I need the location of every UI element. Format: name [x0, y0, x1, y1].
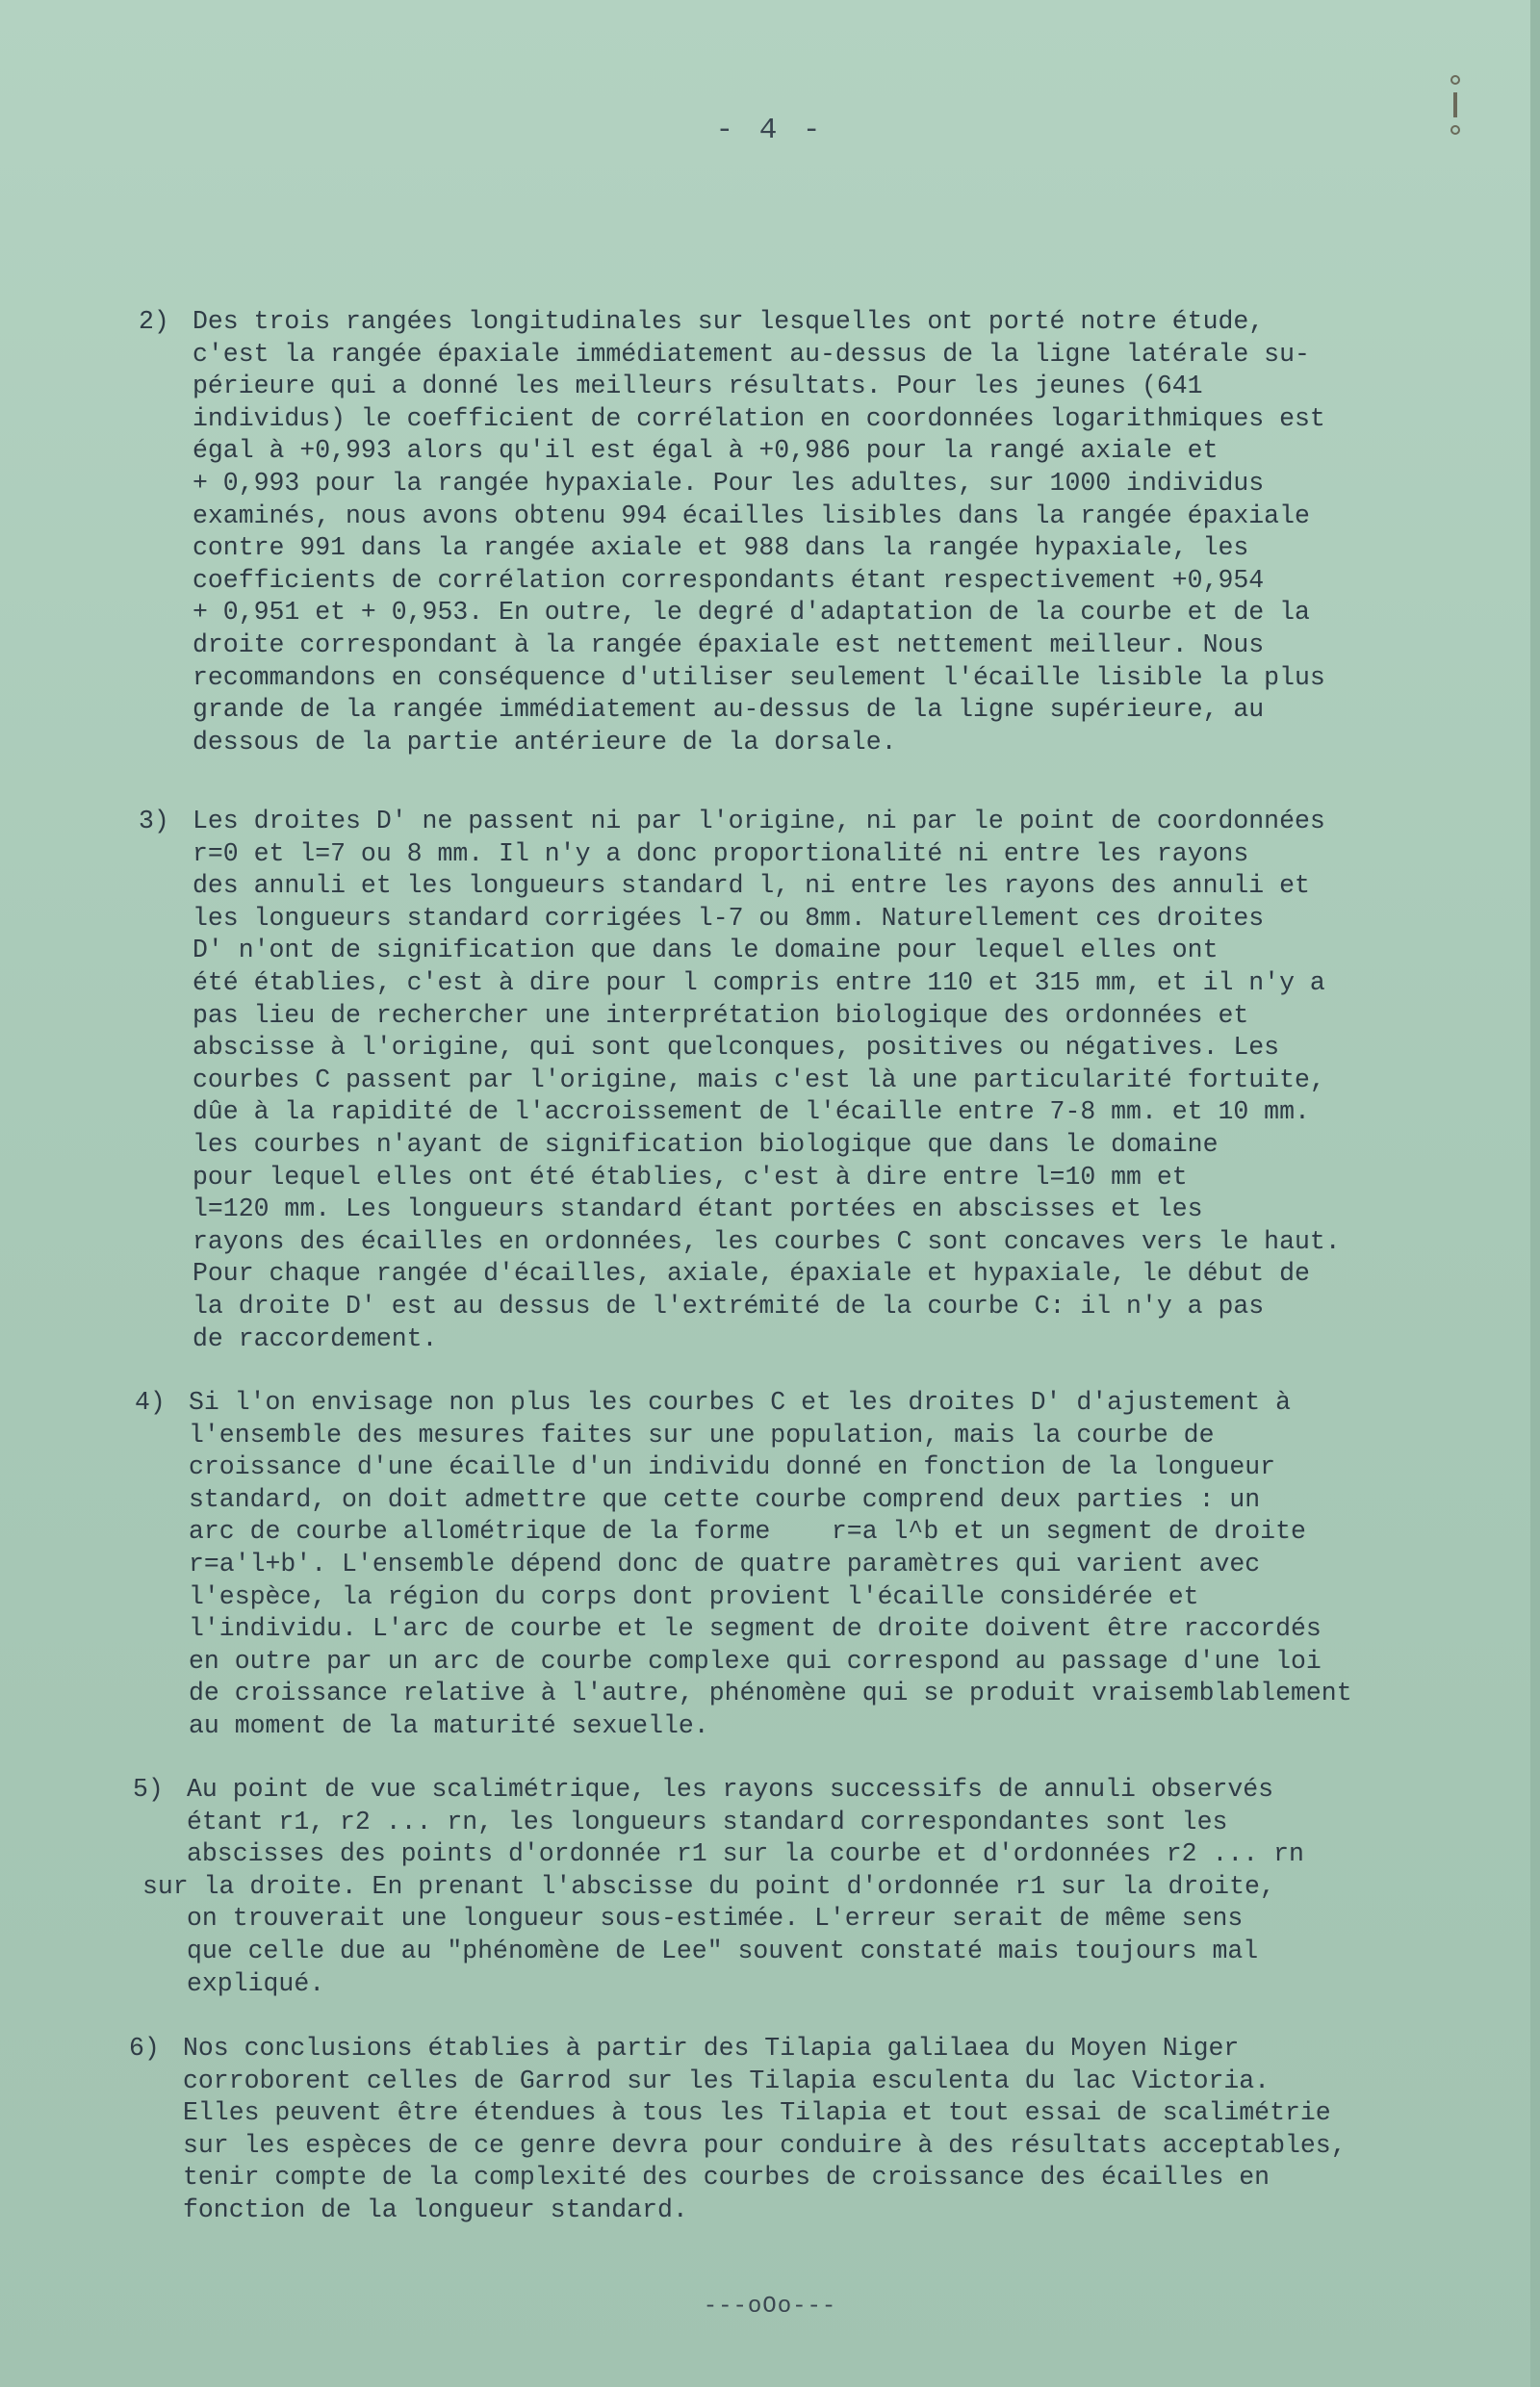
text-line: on trouverait une longueur sous-estimée. L'erreur serait de même sens [187, 1904, 1244, 1934]
text-line: égal à +0,993 alors qu'il est égal à +0,986 pour la rangé axiale et [192, 436, 1219, 466]
paragraph-2 [139, 306, 1434, 758]
text-line: croissance d'une écaille d'un individu donné en fonction de la longueur [189, 1452, 1276, 1482]
paragraph-6 [129, 2033, 1424, 2227]
text-line: arc de courbe allométrique de la forme r=a l^b et un segment de droite [189, 1517, 1306, 1547]
paper-edge [1530, 0, 1540, 2387]
page-number: - 4 - [715, 114, 825, 147]
text-line: pour lequel elles ont été établies, c'est à dire entre l=10 mm et [192, 1162, 1188, 1192]
text-line: sur la droite. En prenant l'abscisse du point d'ordonnée r1 sur la droite, [142, 1871, 1275, 1901]
text-line: la droite D' est au dessus de l'extrémité de la courbe C: il n'y a pas [192, 1291, 1265, 1321]
text-line: c'est la rangée épaxiale immédiatement au-dessus de la ligne latérale su- [192, 339, 1310, 369]
text-line: les longueurs standard corrigées l-7 ou 8mm. Naturellement ces droites [192, 903, 1265, 933]
text-line: dûe à la rapidité de l'accroissement de l'écaille entre 7-8 mm. et 10 mm. [192, 1097, 1310, 1127]
text-line: fonction de la longueur standard. [183, 2194, 688, 2224]
item-number: 3) [139, 807, 169, 835]
text-line: l'espèce, la région du corps dont provient l'écaille considérée et [189, 1581, 1199, 1611]
text-line: en outre par un arc de courbe complexe qui correspond au passage d'une loi [189, 1646, 1322, 1676]
text-line: coefficients de corrélation correspondants étant respectivement +0,954 [192, 565, 1265, 595]
text-line: sur les espèces de ce genre devra pour conduire à des résultats acceptables, [183, 2130, 1347, 2160]
text-line: + 0,951 et + 0,953. En outre, le degré d'adaptation de la courbe et de la [192, 598, 1310, 628]
text-line: Pour chaque rangée d'écailles, axiale, épaxiale et hypaxiale, le début de [192, 1259, 1310, 1289]
text-line: dessous de la partie antérieure de la dorsale. [192, 727, 897, 757]
text-line: Les droites D' ne passent ni par l'origine, ni par le point de coordonnées [192, 807, 1325, 835]
paragraph-3 [139, 806, 1434, 1355]
text-line: standard, on doit admettre que cette courbe comprend deux parties : un [189, 1484, 1261, 1514]
text-line: courbes C passent par l'origine, mais c'est là une particularité fortuite, [192, 1065, 1325, 1094]
text-line: abscisse à l'origine, qui sont quelconques, positives ou négatives. Les [192, 1033, 1280, 1063]
text-line: l'ensemble des mesures faites sur une population, mais la courbe de [189, 1420, 1215, 1450]
text-line: pas lieu de rechercher une interprétation biologique des ordonnées et [192, 1000, 1249, 1030]
item-number: 2) [139, 307, 169, 336]
item-number: 4) [135, 1388, 166, 1417]
ink-dot [1450, 75, 1460, 85]
text-line: Au point de vue scalimétrique, les rayons successifs de annuli observés [187, 1775, 1274, 1804]
text-line: Nos conclusions établies à partir des Tilapia galilaea du Moyen Niger [183, 2034, 1240, 2063]
text-line: expliqué. [187, 1968, 325, 1998]
text-line: au moment de la maturité sexuelle. [189, 1710, 709, 1740]
text-line: tenir compte de la complexité des courbes de croissance des écailles en [183, 2163, 1270, 2193]
text-line: r=a'l+b'. L'ensemble dépend donc de quatre paramètres qui varient avec [189, 1549, 1261, 1578]
paragraph-4 [135, 1387, 1430, 1743]
text-line: périeure qui a donné les meilleurs résultats. Pour les jeunes (641 [192, 372, 1203, 401]
text-line: rayons des écailles en ordonnées, les courbes C sont concaves vers le haut. [192, 1226, 1341, 1256]
text-line: Elles peuvent être étendues à tous les Tilapia et tout essai de scalimétrie [183, 2098, 1331, 2128]
text-line: recommandons en conséquence d'utiliser seulement l'écaille lisible la plus [192, 662, 1325, 692]
item-number: 6) [129, 2034, 160, 2063]
text-line: Si l'on envisage non plus les courbes C et les droites D' d'ajustement à [189, 1388, 1291, 1417]
text-line: les courbes n'ayant de signification biologique que dans le domaine [192, 1129, 1219, 1159]
text-line: de raccordement. [192, 1323, 438, 1353]
text-line: corroborent celles de Garrod sur les Tilapia esculenta du lac Victoria. [183, 2066, 1270, 2095]
text-line: contre 991 dans la rangée axiale et 988 dans la rangée hypaxiale, les [192, 533, 1249, 563]
text-line: abscisses des points d'ordonnée r1 sur la courbe et d'ordonnées r2 ... rn [187, 1839, 1304, 1869]
text-line: droite correspondant à la rangée épaxiale est nettement meilleur. Nous [192, 629, 1265, 659]
text-line: Des trois rangées longitudinales sur lesquelles ont porté notre étude, [192, 307, 1265, 336]
text-line: l=120 mm. Les longueurs standard étant portées en abscisses et les [192, 1194, 1203, 1224]
text-line: D' n'ont de signification que dans le domaine pour lequel elles ont [192, 936, 1219, 965]
text-line: que celle due au "phénomène de Lee" souvent constaté mais toujours mal [187, 1936, 1259, 1965]
text-line: l'individu. L'arc de courbe et le segment de droite doivent être raccordés [189, 1614, 1322, 1644]
text-line: examinés, nous avons obtenu 994 écailles lisibles dans la rangée épaxiale [192, 500, 1310, 530]
text-line: r=0 et l=7 ou 8 mm. Il n'y a donc proportionalité ni entre les rayons [192, 838, 1249, 868]
item-number: 5) [133, 1775, 164, 1804]
text-line: des annuli et les longueurs standard l, ni entre les rayons des annuli et [192, 871, 1310, 901]
text-line: + 0,993 pour la rangée hypaxiale. Pour les adultes, sur 1000 individus [192, 468, 1265, 498]
end-mark: ---oOo--- [703, 2294, 837, 2320]
text-line: grande de la rangée immédiatement au-dessus de la ligne supérieure, au [192, 695, 1265, 725]
paragraph-5 [133, 1774, 1428, 2000]
text-line: étant r1, r2 ... rn, les longueurs standard correspondantes sont les [187, 1807, 1228, 1836]
text-line: individus) le coefficient de corrélation en coordonnées logarithmiques est [192, 403, 1325, 433]
text-line: été établies, c'est à dire pour l compris entre 110 et 315 mm, et il n'y a [192, 967, 1325, 997]
text-line: de croissance relative à l'autre, phénomène qui se produit vraisemblablement [189, 1679, 1352, 1708]
